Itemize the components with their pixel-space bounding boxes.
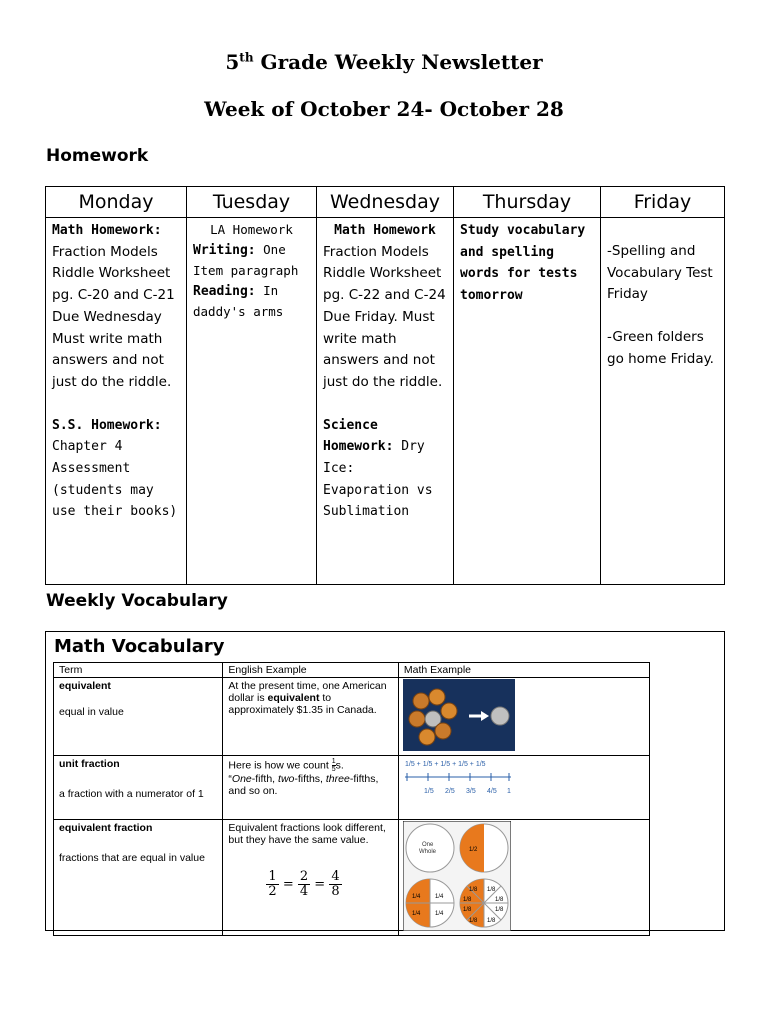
day-monday: Monday: [46, 187, 187, 218]
vocab-english: Here is how we count $\frac{1}{5}$ s. “One-fifth, two-fifths, three-fifths, and so on.: [223, 756, 398, 820]
svg-text:Whole: Whole: [418, 849, 436, 855]
fifths-number-line: [403, 757, 515, 805]
friday-item-2: -Green folders go home Friday.: [607, 329, 714, 367]
wednesday-math-text: Fraction Models Riddle Worksheet pg. C-22 and C-24 Due Friday. Must write math answers and not just do the riddle.: [323, 243, 446, 390]
tuesday-la-label: LA Homework: [210, 222, 293, 237]
svg-text:1/4: 1/4: [434, 894, 444, 900]
math-vocabulary-title: Math Vocabulary: [54, 636, 225, 657]
monday-math-label: Math Homework:: [52, 223, 162, 238]
tick-label: 1: [506, 788, 511, 795]
homework-heading: Homework: [46, 146, 149, 166]
tuesday-cell: [187, 218, 317, 585]
day-thursday: Thursday: [454, 187, 601, 218]
vocab-math-example: [398, 820, 649, 936]
fifths-sum: 1/5 + 1/5 + 1/5 + 1/5 + 1/5: [404, 761, 486, 768]
vocab-term: unit fraction: [59, 758, 120, 770]
day-wednesday: Wednesday: [317, 187, 454, 218]
monday-math-text: Fraction Models Riddle Worksheet pg. C-20 and C-21 Due Wednesday Must write math answers and not just do the riddle.: [52, 243, 175, 390]
vocabulary-table: [53, 662, 650, 936]
svg-text:1/8: 1/8: [486, 887, 496, 893]
svg-text:1/8: 1/8: [468, 918, 478, 924]
vocab-english: At the present time, one American dollar is equivalent to approximately $1.35 in Canada.: [223, 678, 398, 756]
col-term: Term: [54, 663, 223, 678]
thursday-text: Study vocabulary and spelling words for tests tomorrow: [460, 223, 586, 304]
svg-text:1/8: 1/8: [486, 918, 496, 924]
vocab-math-example: [398, 678, 649, 756]
eighth-label: 1/8: [468, 887, 478, 893]
friday-item-1: -Spelling and Vocabulary Test Friday: [607, 243, 713, 303]
col-math-example: Math Example: [398, 663, 649, 678]
vocab-row: [54, 678, 223, 756]
wednesday-cell: [317, 218, 454, 585]
tick-label: 4/5: [486, 788, 497, 795]
svg-text:1/4: 1/4: [434, 911, 444, 917]
wednesday-science-label: Science Homework:: [323, 417, 394, 455]
friday-cell: [601, 218, 725, 585]
day-tuesday: Tuesday: [187, 187, 317, 218]
col-english-example: English Example: [223, 663, 398, 678]
monday-ss-text: Chapter 4 Assessment (students may use their books): [52, 439, 178, 520]
svg-text:1/8: 1/8: [494, 907, 504, 913]
svg-text:1/8: 1/8: [462, 907, 472, 913]
quarter-label: 1/4: [411, 894, 421, 900]
svg-text:1/8: 1/8: [462, 897, 472, 903]
vocab-english: Equivalent fractions look different, but they have the same value. $\frac{1}{2}$ = $\frac{2}{4}$ = $\frac{4}{8}$: [223, 820, 398, 936]
tick-label: 1/5: [423, 788, 434, 795]
svg-text:1/4: 1/4: [411, 911, 421, 917]
day-friday: Friday: [601, 187, 725, 218]
tuesday-writing-label: Writing:: [193, 243, 256, 258]
monday-ss-label: S.S. Homework:: [52, 417, 162, 433]
vocab-row: [54, 756, 223, 820]
homework-table: [45, 186, 725, 585]
tuesday-reading-text: In daddy's arms: [193, 283, 284, 319]
fraction-circles: [403, 821, 511, 931]
vocab-definition: a fraction with a numerator of 1: [59, 788, 204, 800]
week-range: Week of October 24- October 28: [204, 97, 564, 121]
thursday-cell: [454, 218, 601, 585]
vocab-term: equivalent fraction: [59, 822, 153, 834]
wednesday-science-text: Dry Ice: Evaporation vs Sublimation: [323, 439, 433, 520]
tuesday-reading-label: Reading:: [193, 284, 256, 299]
vocab-math-example: [398, 756, 649, 820]
vocab-definition: equal in value: [59, 706, 124, 718]
newsletter-title: 5th Grade Weekly Newsletter: [225, 50, 543, 74]
vocabulary-heading: Weekly Vocabulary: [46, 591, 228, 611]
svg-text:1/8: 1/8: [494, 897, 504, 903]
monday-cell: [46, 218, 187, 585]
tick-label: 3/5: [465, 788, 476, 795]
one-whole-label: One: [421, 842, 434, 848]
coins-image: [403, 679, 515, 751]
vocab-term: equivalent: [59, 680, 111, 692]
vocab-definition: fractions that are equal in value: [59, 852, 205, 864]
half-label: 1/2: [468, 847, 478, 853]
math-vocabulary-box: [45, 631, 725, 931]
tick-label: 2/5: [444, 788, 455, 795]
wednesday-math-label: Math Homework: [334, 223, 436, 238]
tuesday-writing-text: One Item paragraph: [193, 242, 299, 278]
equivalent-fractions-equation: $\frac{1}{2}$ = $\frac{2}{4}$ = $\frac{4}{8}$: [268, 869, 340, 899]
vocab-row: [54, 820, 223, 936]
